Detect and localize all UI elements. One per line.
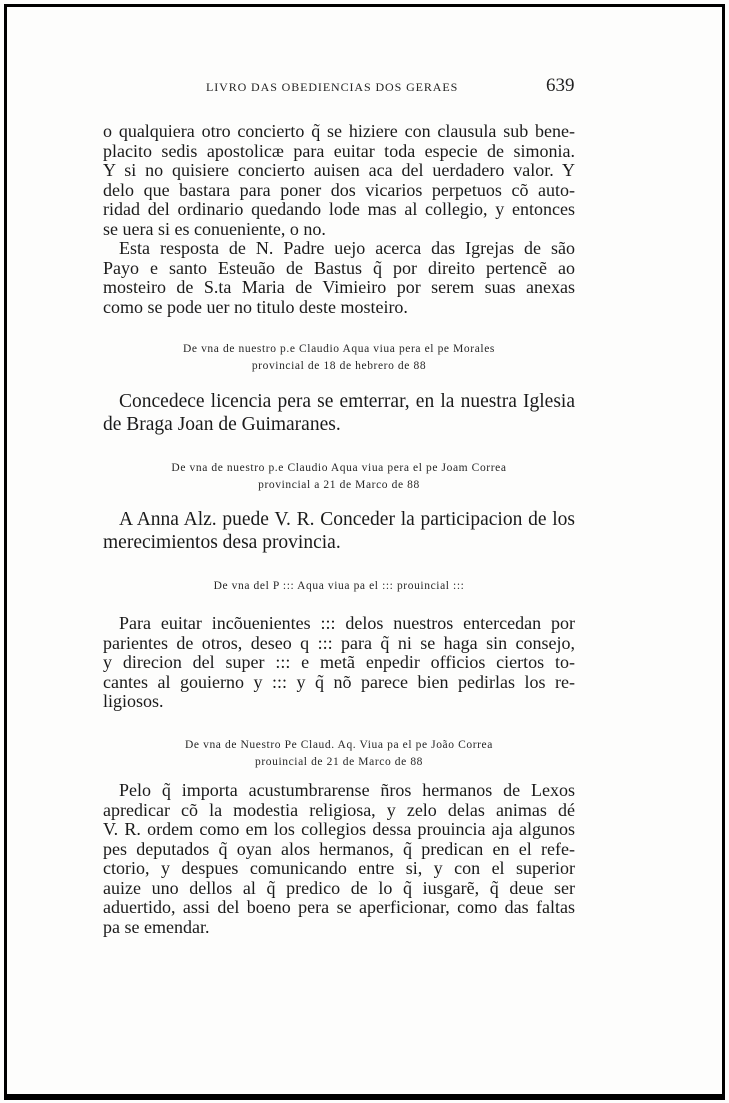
page-border-top [4,4,725,7]
text-line: auize uno dellos al q̃ predico de lo q̃ iusgarẽ, q̃ deue ser [103,877,575,898]
text-line: ctorio, y despues comunicando entre si, y con el superior [103,858,575,878]
paragraph-resposta [103,239,575,317]
text-line: merecimientos desa provincia. [103,532,341,553]
letter-heading-correa-2 [103,737,575,771]
text-line: A Anna Alz. puede V. R. Conceder la participacion de los [119,509,575,530]
running-head [0,75,729,100]
text-line: Pelo q̃ importa acustumbrarense ñros hermanos de Lexos [119,780,575,800]
text-line: Payo e santo Esteuão de Bastus q̃ por direito pertencẽ ao [103,257,575,278]
heading-line: De vna del P ::: Aqua viua pa el ::: prouincial ::: [213,580,465,592]
text-line: Y si no quisiere concierto auisen aca del uerdadero valor. Y [103,160,575,180]
paragraph-licencia [103,390,575,436]
text-line: pa se emendar. [103,916,210,937]
text-line: apredicar cõ la modestia religiosa, y zelo delas animas dé [103,799,575,820]
page-border-left [4,4,7,1100]
paragraph-predicar [103,781,575,937]
text-line: Para euitar incõuenientes ::: delos nuestros entercedan por [119,613,575,633]
text-line: ligiosos. [103,691,164,711]
page-border-bottom [4,1094,725,1100]
text-line: parientes de otros, deseo q ::: para q̃ ni se haga sin consejo, [103,632,575,653]
heading-line: provincial a 21 de Marco de 88 [258,479,420,491]
text-line: ridad del ordinario quedando lode mas al collegio, y entonces [103,199,575,219]
text-line: se uera si es conueniente, o no. [103,218,326,239]
letter-heading-fragment [103,578,575,595]
text-line: cantes al gouierno y ::: y q̃ nõ parece bien pedirlas los re- [103,671,575,692]
paragraph-anna [103,508,575,554]
text-line: o qualquiera otro concierto q̃ se hiziere con clausula sub bene- [103,121,575,141]
heading-line: prouincial de 21 de Marco de 88 [254,756,424,768]
heading-line: De vna de Nuestro Pe Claud. Aq. Viua pa el pe João Correa [185,739,493,751]
text-line: de Braga Joan de Guimaranes. [103,414,341,435]
heading-line: provincial de 18 de hebrero de 88 [251,360,427,372]
text-line: delo que bastara para poner dos vicarios perpetuos cõ auto- [103,179,575,200]
text-line: pes deputados q̃ oyan alos hermanos, q̃ predican en el refe- [103,838,575,859]
heading-line: De vna de nuestro p.e Claudio Aqua viua pera el pe Joam Correa [171,462,507,474]
page-border-right [722,4,725,1100]
text-line: Concedece licencia pera se emterrar, en la nuestra Iglesia [119,391,575,412]
text-line: placito sedis apostolicæ para euitar toda especie de simonia. [103,140,575,161]
text-line: y direcion del super ::: e metã enpedir officios ciertos to- [103,652,575,672]
paragraph-concierto [103,122,575,239]
running-head-title: LIVRO DAS OBEDIENCIAS DOS GERAES [206,80,459,94]
paragraph-incouenientes [103,614,575,712]
text-line: Esta resposta de N. Padre uejo acerca das Igrejas de são [119,238,575,258]
letter-heading-correa-1 [103,460,575,494]
heading-line: De vna de nuestro p.e Claudio Aqua viua pera el pe Morales [183,343,495,355]
text-line: como se pode uer no titulo deste mosteiro. [103,296,408,317]
letter-heading-morales [103,341,575,375]
text-line: mosteiro de S.ta Maria de Vimieiro por serem suas anexas [103,277,575,297]
text-line: V. R. ordem como em los collegios dessa prouincia aja algunos [103,819,575,839]
text-line: aduertido, assi del boeno pera se aperficionar, como das faltas [103,897,575,917]
page-number: 639 [546,75,575,96]
